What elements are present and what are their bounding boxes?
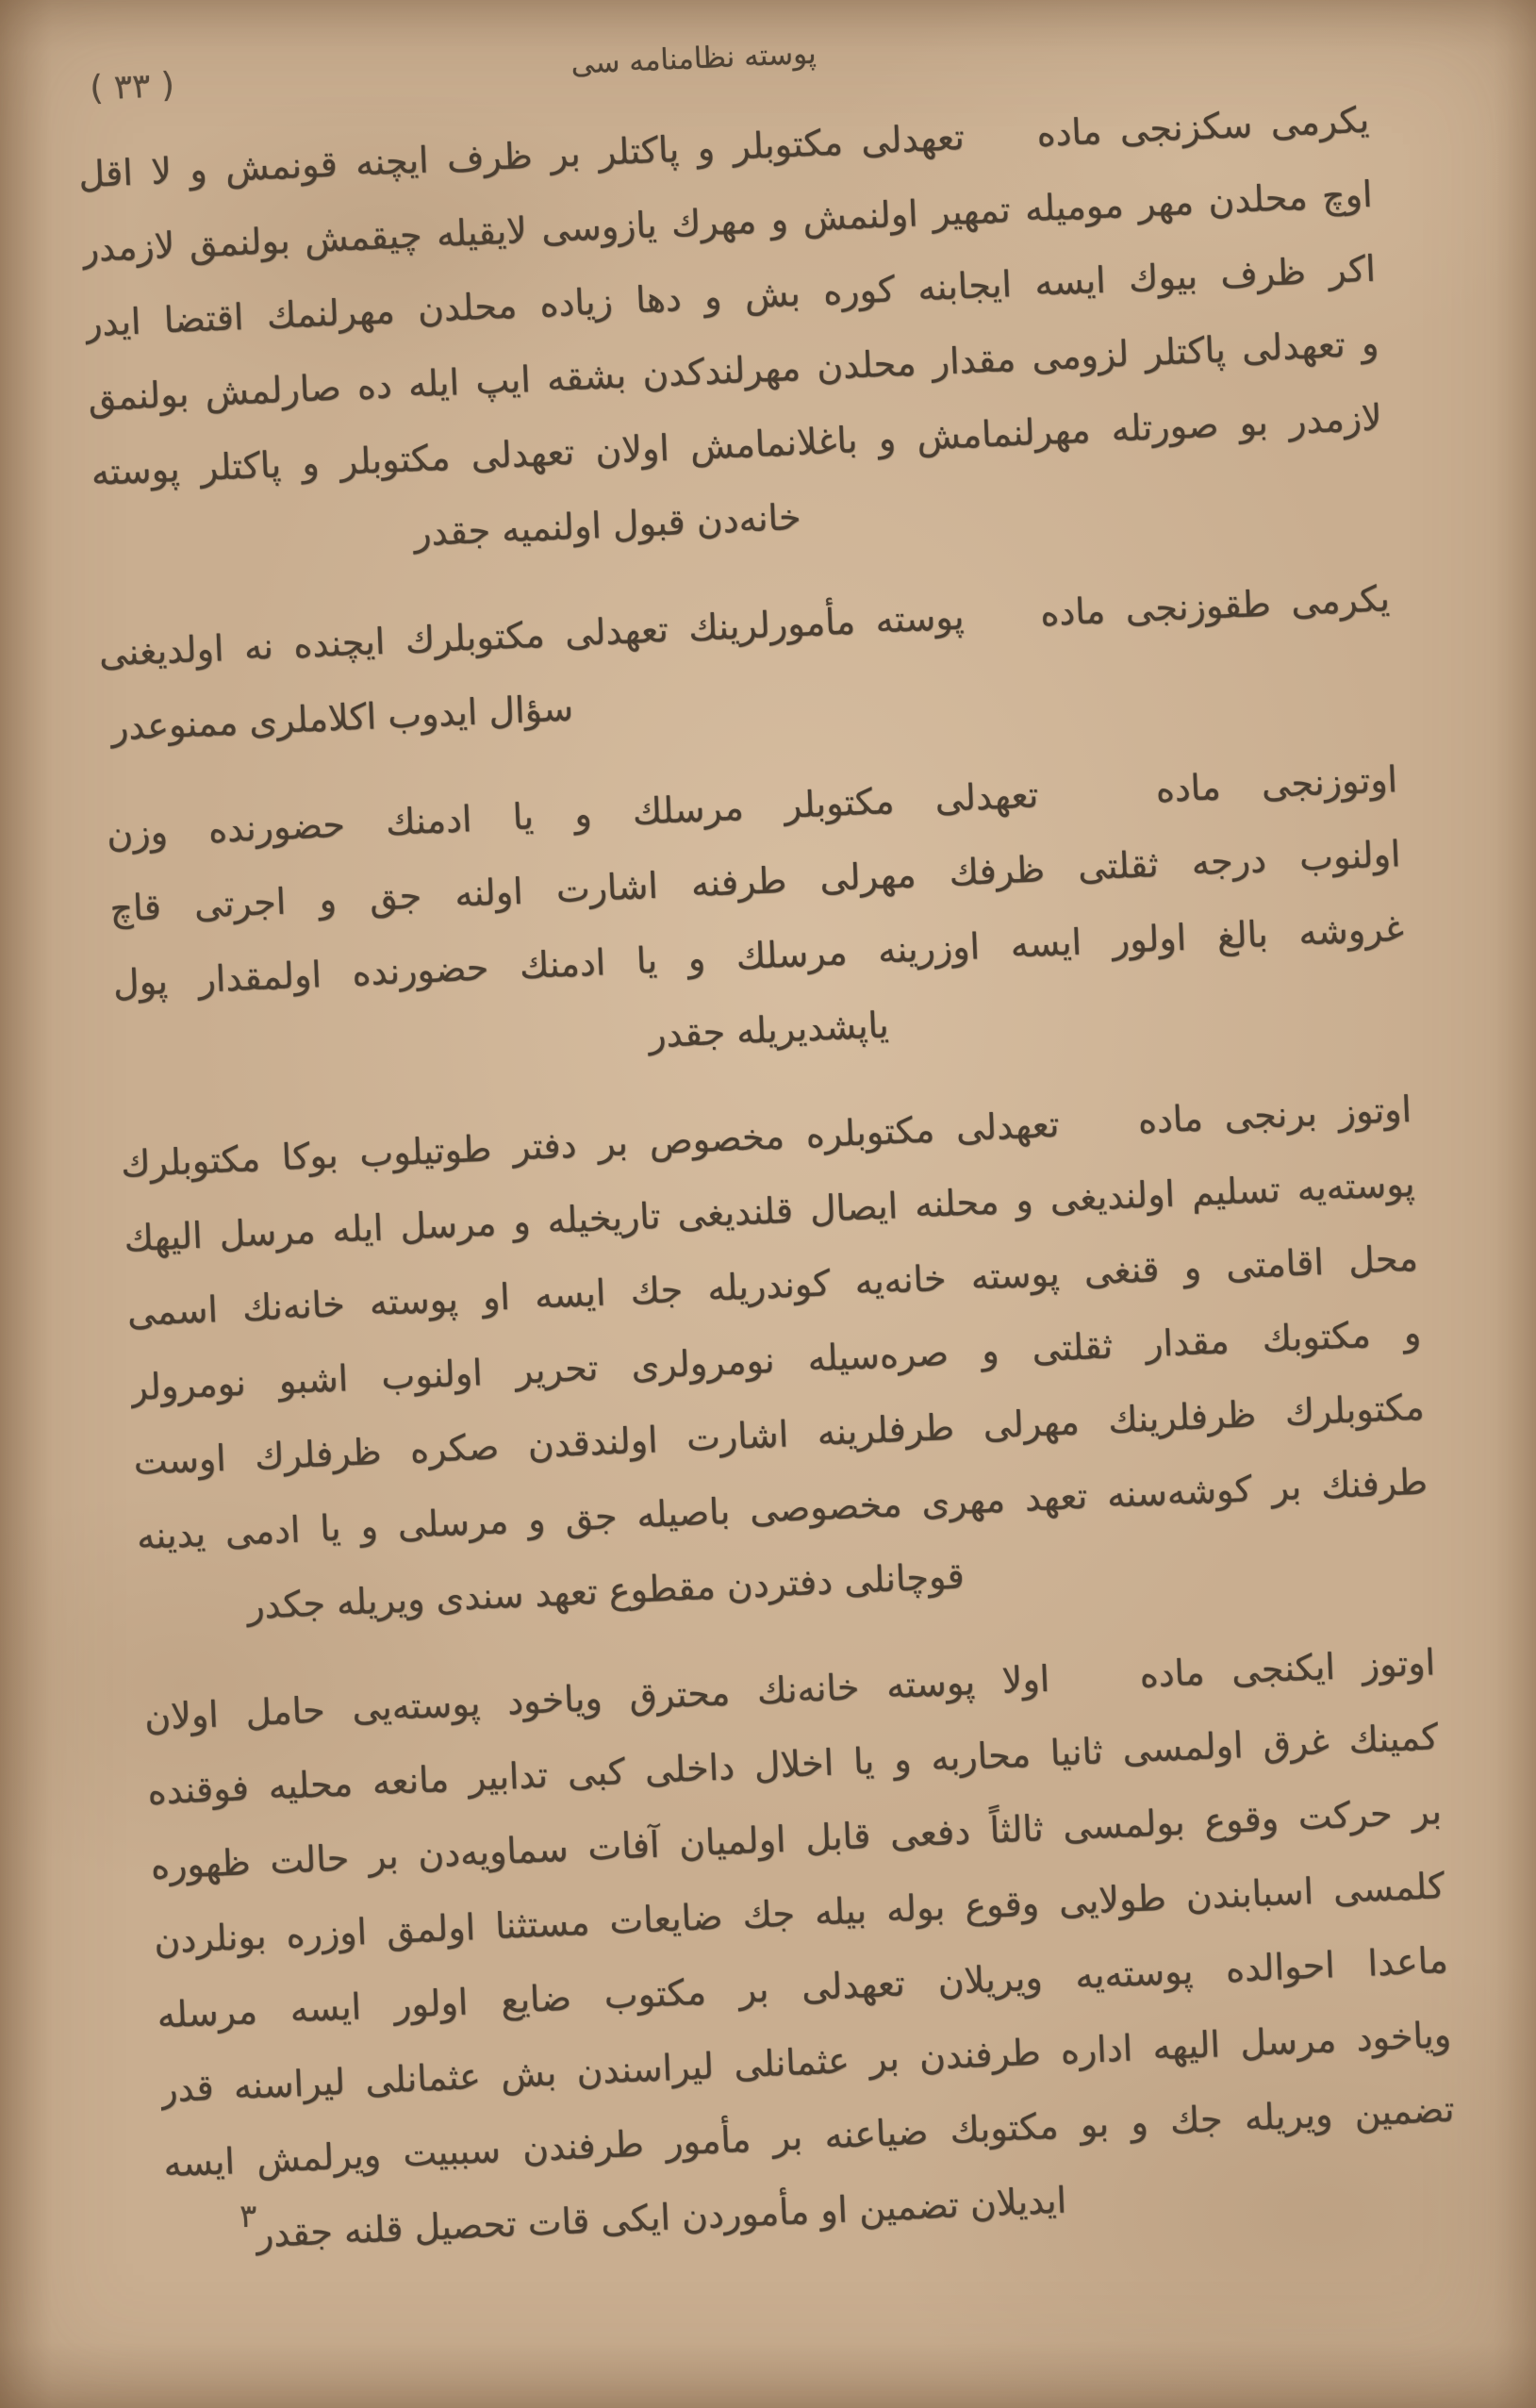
text-line: ویاخود مرسل الیهه اداره طرفندن بر عثمانلی لیراسندن بش عثمانلی لیراسنه قدر (159, 2013, 1452, 2111)
text-line: و تعهدلی پاکتلر لزومی مقدار محلدن مهرلندکدن بشقه ایپ ایله ده صارلمش بولنمق (87, 322, 1380, 420)
text-line: یکرمی طقوزنجی ماده پوسته مأمورلرینك تعهدلی مکتوبلرك ایچنده نه اولدیغنی (98, 577, 1391, 674)
text-line: طرفنك بر کوشه‌سنه تعهد مهری مخصوصی باصیله جق و مرسلی و یا ادمی یدینه (136, 1460, 1429, 1557)
text-line: پوسته‌یه تسلیم اولندیغی و محلنه ایصال قلندیغی تاریخیله و مرسل ایله مرسل الیهك (123, 1162, 1416, 1260)
text-line: اولنوب درجه ثقلتی ظرفك مهرلی طرفنه اشارت اولنه جق و اجرتی قاچ (108, 833, 1402, 930)
text-line: سؤال ایدوب اکلاملری ممنوعدر (109, 687, 574, 749)
page-number: ( ٣٣ ) (89, 65, 175, 108)
text-line: قوچانلی دفتردن مقطوع تعهد سندی ویریله جکدر (246, 1554, 966, 1628)
signature-mark: ٣ (239, 2198, 257, 2235)
text-line: اوتوز برنجی ماده تعهدلی مکتوبلره مخصوص بر دفتر طوتیلوب بوکا مکتوبلرك (120, 1088, 1412, 1186)
text-line: مکتوبلرك ظرفلرینك مهرلی طرفلرینه اشارت اولندقدن صکره ظرفلرك اوست (132, 1386, 1426, 1484)
text-line: کلمسی اسبابندن طولایی وقوع بوله بیله جك ضایعات مستثنا اولمق اوزره بونلردن (153, 1865, 1446, 1962)
text-line: محل اقامتی و قنغی پوسته خانه‌یه کوندریله جك ایسه او پوسته خانه‌نك اسمی (125, 1237, 1419, 1335)
article-28-paragraph (77, 83, 1387, 585)
text-line: اکر ظرف بیوك ایسه ایجابنه کوره بش و دها زیاده محلدن مهرلنمك اقتضا ایدر (84, 247, 1377, 345)
text-line: ایدیلان تضمین او مأموردن ایکی قات تحصیل قلنه جقدر (255, 2179, 1067, 2256)
text-line: اوچ محلدن مهر مومیله تمهیر اولنمش و مهرك یازوسی لایقیله چیقمش بولنمق لازمدر (80, 173, 1374, 271)
article-29-paragraph (97, 561, 1395, 765)
text-line: اوتوز ایکنجی ماده اولا پوسته خانه‌نك محترق ویاخود پوسته‌یی حامل اولان (143, 1641, 1436, 1738)
article-31-paragraph (119, 1072, 1431, 1649)
text-line: و مکتوبك مقدار ثقلتی و صره‌سیله نومرولری تحریر اولنوب اشبو نومرولر (129, 1311, 1422, 1409)
text-line: غروشه بالغ اولور ایسه اوزرینه مرسلك و یا ادمنك حضورنده اولمقدار پول (111, 906, 1405, 1005)
text-line: خانه‌دن قبول اولنمیه جقدر (413, 495, 802, 555)
page-title: پوسته نظامنامه سی (570, 36, 818, 81)
text-line: کمینك غرق اولمسی ثانیا محاربه و یا اخلال داخلی کبی تدابیر مانعه محلیه فوقنده (146, 1716, 1440, 1813)
text-line: یاپشدیریله جقدر (648, 1004, 890, 1056)
page-text-block (74, 0, 1463, 2383)
text-line: یکرمی سکزنجی ماده تعهدلی مکتوبلر و پاکتلر بر ظرف ایچنه قونمش و لا اقل (77, 98, 1370, 196)
article-30-paragraph (106, 742, 1409, 1095)
text-line: تضمین ویریله جك و بو مکتوبك ضیاعنه بر مأمور طرفندن سببیت ویرلمش ایسه (162, 2087, 1456, 2185)
text-line: اوتوزنجی ماده تعهدلی مکتوبلر مرسلك و یا ادمنك حضورنده وزن (106, 758, 1398, 855)
text-line: لازمدر بو صورتله مهرلنمامش و باغلانمامش اولان تعهدلی مکتوبلر و پاکتلر پوسته (90, 396, 1383, 493)
article-32-paragraph (143, 1625, 1460, 2276)
text-line: ماعدا احوالده پوسته‌یه ویریلان تعهدلی بر مکتوب ضایع اولور ایسه مرسله (156, 1938, 1449, 2036)
text-line: بر حرکت وقوع بولمسی ثالثاً دفعی قابل اولمیان آفات سماویه‌دن بر حالت ظهوره (150, 1790, 1443, 1887)
